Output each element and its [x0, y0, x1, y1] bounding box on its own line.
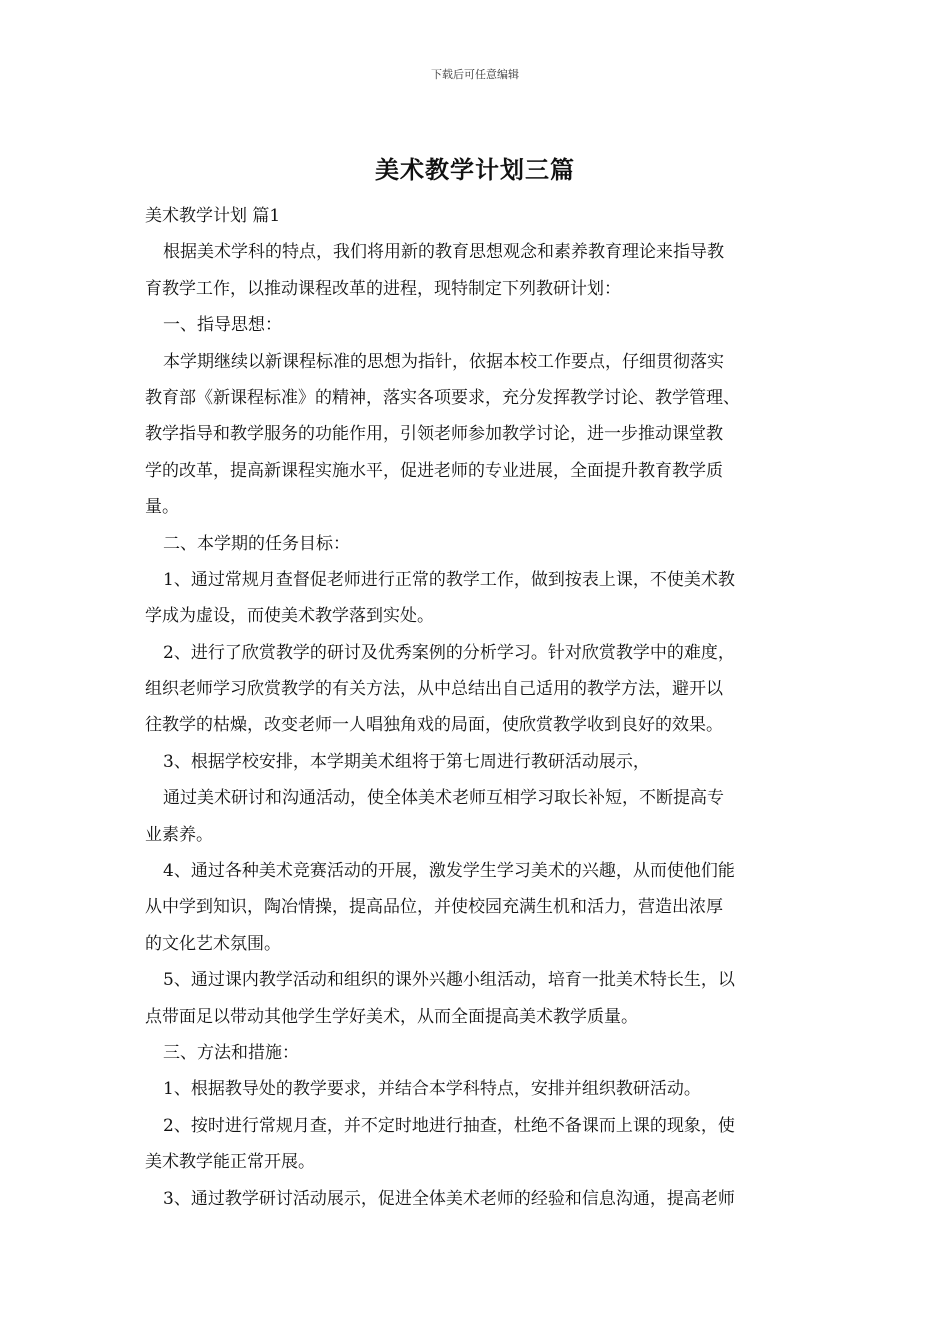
paragraph-line: 业素养。	[145, 824, 213, 845]
paragraph-line: 1、通过常规月查督促老师进行正常的教学工作，做到按表上课，不使美术教	[163, 569, 735, 590]
paragraph-line: 3、通过教学研讨活动展示，促进全体美术老师的经验和信息沟通，提高老师	[163, 1188, 735, 1209]
paragraph-line: 从中学到知识，陶冶情操，提高品位，并使校园充满生机和活力，营造出浓厚	[145, 897, 723, 918]
paragraph-line: 教育部《新课程标准》的精神，落实各项要求，充分发挥教学讨论、教学管理、	[145, 387, 740, 408]
paragraph-line: 美术教学计划 篇1	[145, 206, 281, 226]
paragraph-line: 学成为虚设，而使美术教学落到实处。	[145, 606, 434, 627]
header-note: 下载后可任意编辑	[431, 68, 519, 81]
paragraph-line: 的文化艺术氛围。	[145, 933, 281, 954]
paragraph-line: 教学指导和教学服务的功能作用，引领老师参加教学讨论，进一步推动课堂教	[145, 424, 723, 445]
paragraph-line: 5、通过课内教学活动和组织的课外兴趣小组活动，培育一批美术特长生，以	[163, 970, 735, 991]
paragraph-line: 1、根据教导处的教学要求，并结合本学科特点，安排并组织教研活动。	[163, 1079, 701, 1100]
paragraph-line: 往教学的枯燥，改变老师一人唱独角戏的局面，使欣赏教学收到良好的效果。	[145, 715, 723, 736]
paragraph-line: 育教学工作，以推动课程改革的进程，现特制定下列教研计划：	[145, 278, 621, 299]
paragraph-line: 点带面足以带动其他学生学好美术，从而全面提高美术教学质量。	[145, 1006, 638, 1027]
document-body	[145, 198, 810, 1217]
paragraph-line: 根据美术学科的特点，我们将用新的教育思想观念和素养教育理论来指导教	[163, 242, 724, 263]
paragraph-line: 二、本学期的任务目标：	[163, 533, 350, 554]
paragraph-line: 量。	[145, 497, 179, 518]
paragraph-line: 美术教学能正常开展。	[145, 1152, 315, 1173]
paragraph-line: 通过美术研讨和沟通活动，使全体美术老师互相学习取长补短，不断提高专	[163, 788, 724, 809]
paragraph-line: 三、方法和措施：	[163, 1042, 299, 1063]
paragraph-line: 本学期继续以新课程标准的思想为指针，依据本校工作要点，仔细贯彻落实	[163, 351, 724, 372]
paragraph-line: 2、按时进行常规月查，并不定时地进行抽查，杜绝不备课而上课的现象，使	[163, 1115, 735, 1136]
paragraph-line: 组织老师学习欣赏教学的有关方法，从中总结出自己适用的教学方法，避开以	[145, 679, 723, 700]
paragraph-line: 一、指导思想：	[163, 315, 282, 336]
paragraph-line: 3、根据学校安排，本学期美术组将于第七周进行教研活动展示，	[163, 751, 650, 772]
document-title: 美术教学计划三篇	[375, 155, 575, 184]
paragraph-line: 2、进行了欣赏教学的研讨及优秀案例的分析学习。针对欣赏教学中的难度，	[163, 642, 735, 663]
paragraph-line: 学的改革，提高新课程实施水平，促进老师的专业进展，全面提升教育教学质	[145, 460, 723, 481]
paragraph-line: 4、通过各种美术竞赛活动的开展，激发学生学习美术的兴趣，从而使他们能	[163, 861, 735, 882]
